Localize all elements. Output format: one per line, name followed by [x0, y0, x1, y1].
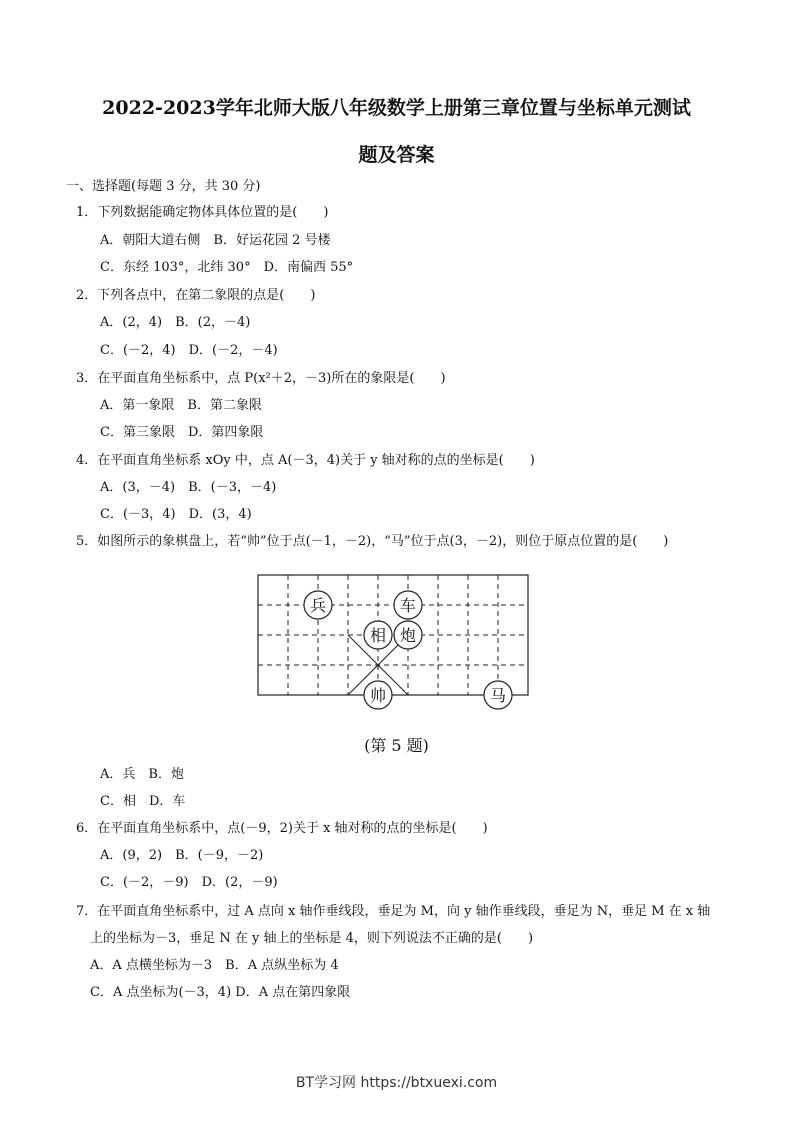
question-line: A．兵 B．炮	[100, 767, 184, 782]
question-line: A．A 点横坐标为－3 B．A 点纵坐标为 4	[90, 958, 339, 973]
question-text: 2．下列各点中，在第二象限的点是( )	[76, 288, 316, 303]
chess-piece-label: 马	[489, 686, 507, 705]
question-line: C．第三象限 D．第四象限	[100, 425, 264, 440]
chess-piece-label: 帅	[369, 686, 387, 705]
question-text: 5．如图所示的象棋盘上，若“帅”位于点(－1，－2)，“马”位于点(3，－2)，则位于原点位置的是( )	[76, 534, 669, 549]
question-text: 7．在平面直角坐标系中，过 A 点向 x 轴作垂线段，垂足为 M，向 y 轴作垂线段，垂足为 N，垂足 M 在 x 轴	[76, 904, 711, 919]
figure-caption: (第 5 题)	[364, 736, 429, 755]
question-line: C．东经 103°，北纬 30° D．南偏西 55°	[100, 260, 354, 275]
question-line: C．A 点坐标为(－3，4) D．A 点在第四象限	[90, 985, 351, 1000]
chess-piece-label: 相	[369, 626, 387, 645]
document-title-line1: 2022-2023学年北师大版八年级数学上册第三章位置与坐标单元测试	[102, 97, 691, 119]
chess-piece-label: 兵	[309, 596, 327, 615]
chess-piece-label: 炮	[399, 626, 417, 645]
question-line: C．(－3，4) D．(3，4)	[100, 507, 252, 522]
question-line: C．(－2，－9) D．(2，－9)	[100, 875, 278, 890]
chess-piece-label: 车	[399, 596, 417, 615]
question-text: 4．在平面直角坐标系 xOy 中，点 A(－3，4)关于 y 轴对称的点的坐标是( )	[76, 453, 535, 468]
question-text: 1．下列数据能确定物体具体位置的是( )	[76, 205, 329, 220]
question-line: A．第一象限 B．第二象限	[100, 398, 262, 413]
question-line: C．(－2，4) D．(－2，－4)	[100, 343, 278, 358]
question-line: 上的坐标为－3，垂足 N 在 y 轴上的坐标是 4，则下列说法不正确的是( )	[90, 931, 534, 946]
question-line: A．(9，2) B．(－9，－2)	[100, 848, 264, 863]
question-line: A．(2，4) B．(2，－4)	[100, 315, 251, 330]
question-line: A．(3，－4) B．(－3，－4)	[100, 480, 277, 495]
question-text: 3．在平面直角坐标系中，点 P(x²＋2，－3)所在的象限是( )	[76, 371, 446, 386]
question-line: A．朝阳大道右侧 B．好运花园 2 号楼	[100, 233, 331, 248]
chess-board-figure	[250, 568, 550, 718]
question-line: C．相 D．车	[100, 794, 186, 809]
footer-watermark: BT学习网 https://btxuexi.com	[295, 1075, 498, 1091]
document-title-line2: 题及答案	[358, 144, 435, 166]
section-heading: 一、选择题(每题 3 分，共 30 分)	[66, 179, 261, 194]
question-text: 6．在平面直角坐标系中，点(－9，2)关于 x 轴对称的点的坐标是( )	[76, 821, 488, 836]
